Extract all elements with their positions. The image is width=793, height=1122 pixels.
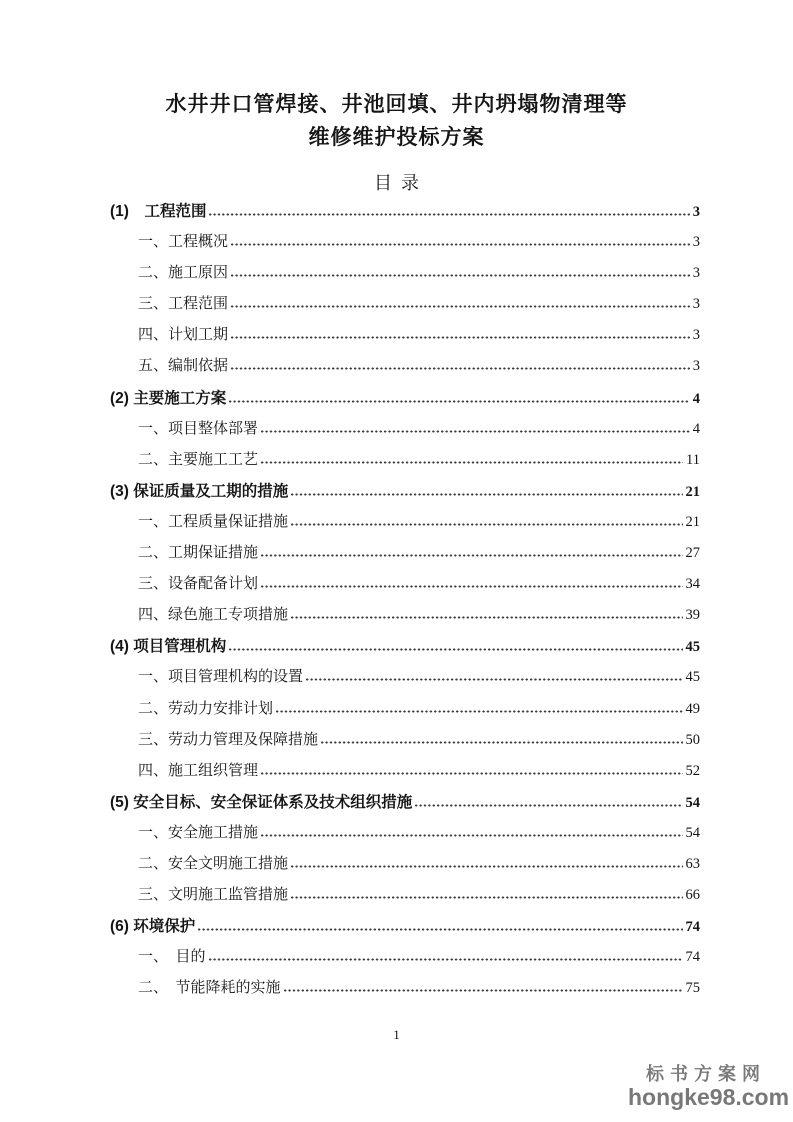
toc-dot-leader (231, 274, 690, 277)
toc-dot-leader (415, 804, 682, 807)
toc-entry-page: 21 (685, 483, 700, 500)
toc-entry-label: 四、计划工期 (138, 327, 229, 344)
toc-entry[interactable] (100, 725, 700, 756)
toc-entry-page: 52 (685, 762, 700, 779)
toc-entry-label: 四、绿色施工专项措施 (138, 607, 289, 624)
toc-dot-leader (231, 305, 690, 308)
toc-entry[interactable] (100, 289, 700, 320)
toc-entry-page: 75 (685, 980, 700, 997)
toc-entry-page: 3 (692, 358, 700, 375)
toc-entry-page: 21 (685, 513, 700, 530)
toc-entry[interactable] (100, 880, 700, 911)
toc-dot-leader (276, 710, 682, 713)
toc-dot-leader (291, 896, 682, 899)
toc-entry[interactable] (100, 414, 700, 445)
toc-heading: 目录 (374, 173, 428, 193)
toc-entry[interactable] (100, 507, 700, 538)
toc-entry-label: 三、设备配备计划 (138, 576, 259, 593)
toc-entry-label: 四、施工组织管理 (138, 762, 259, 779)
watermark-site-name: 标书方案网 (646, 1064, 766, 1084)
toc-entry-page: 54 (685, 824, 700, 841)
toc-entry-label: 三、文明施工监管措施 (138, 887, 289, 904)
toc-entry-label: 二、工期保证措施 (138, 545, 259, 562)
toc-entry-label: 三、劳动力管理及保障措施 (138, 731, 319, 748)
toc-entry[interactable] (100, 227, 700, 258)
toc-entry-page: 74 (685, 949, 700, 966)
toc-dot-leader (198, 928, 682, 931)
toc-dot-leader (291, 616, 682, 619)
document-title-line1: 水井井口管焊接、井池回填、井内坍塌物清理等 (165, 93, 628, 116)
toc-entry[interactable] (100, 631, 700, 662)
toc-entry-page: 45 (685, 669, 700, 686)
toc-entry-label: 一、项目整体部署 (138, 420, 259, 437)
toc-entry-label: 五、编制依据 (138, 358, 229, 375)
toc-entry-label: 二、安全文明施工措施 (138, 855, 289, 872)
toc-entry-label: (6) 环境保护 (110, 918, 196, 936)
toc-dot-leader (291, 493, 682, 496)
toc-dot-leader (321, 741, 682, 744)
toc-entry[interactable] (100, 973, 700, 1004)
toc-entry-page: 3 (692, 296, 700, 313)
toc-entry-label: 三、工程范围 (138, 296, 229, 313)
toc-entry[interactable] (100, 445, 700, 476)
toc-entry[interactable] (100, 351, 700, 382)
toc-entry[interactable] (100, 694, 700, 725)
toc-entry-page: 45 (685, 639, 700, 656)
toc-entry-page: 3 (692, 204, 700, 220)
document-title-line2: 维修维护投标方案 (308, 126, 485, 149)
toc-entry[interactable] (100, 258, 700, 289)
toc-entry-label: (3) 保证质量及工期的措施 (110, 482, 289, 500)
watermark (628, 1064, 790, 1110)
toc-entry-label: (2) 主要施工方案 (110, 389, 227, 407)
toc-dot-leader (261, 585, 682, 588)
toc-dot-leader (261, 772, 682, 775)
toc-dot-leader (261, 554, 682, 557)
toc-entry-page: 3 (692, 327, 700, 344)
toc-entry-label: 二、主要施工工艺 (138, 451, 259, 468)
toc-entry-label: (5) 安全目标、安全保证体系及技术组织措施 (110, 793, 413, 811)
toc-entry-label: 一、工程质量保证措施 (138, 513, 289, 530)
toc-dot-leader (231, 243, 690, 246)
toc-entry-label: 二、施工原因 (138, 265, 229, 282)
toc-entry[interactable] (100, 911, 700, 942)
toc-entry[interactable] (100, 942, 700, 973)
document-title (0, 88, 793, 154)
toc-dot-leader (291, 523, 682, 526)
toc-list (100, 196, 700, 1004)
toc-dot-leader (261, 461, 683, 464)
toc-entry-page: 66 (685, 887, 700, 904)
toc-entry-page: 39 (685, 607, 700, 624)
toc-entry-page: 3 (692, 265, 700, 282)
toc-entry[interactable] (100, 600, 700, 631)
toc-entry-page: 50 (685, 731, 700, 748)
toc-dot-leader (231, 367, 690, 370)
toc-entry[interactable] (100, 383, 700, 414)
toc-dot-leader (209, 958, 683, 961)
toc-entry[interactable] (100, 538, 700, 569)
toc-entry-page: 74 (685, 919, 700, 936)
toc-entry-page: 49 (685, 700, 700, 717)
toc-entry[interactable] (100, 476, 700, 507)
toc-dot-leader (229, 648, 682, 651)
toc-entry-page: 54 (685, 794, 700, 811)
toc-entry[interactable] (100, 849, 700, 880)
toc-entry-label: 二、劳动力安排计划 (138, 700, 274, 717)
toc-dot-leader (209, 213, 689, 216)
page-number: 1 (393, 1027, 400, 1042)
toc-entry[interactable] (100, 818, 700, 849)
toc-dot-leader (306, 678, 682, 681)
toc-entry[interactable] (100, 569, 700, 600)
watermark-site-url: hongke98.com (628, 1084, 790, 1110)
toc-entry-label: 二、 节能降耗的实施 (138, 980, 281, 997)
toc-dot-leader (284, 989, 683, 992)
toc-entry[interactable] (100, 787, 700, 818)
toc-entry-page: 3 (692, 234, 700, 251)
toc-dot-leader (261, 430, 690, 433)
toc-entry[interactable] (100, 320, 700, 351)
toc-entry-page: 63 (685, 855, 700, 872)
toc-entry[interactable] (100, 196, 700, 227)
toc-entry-page: 4 (692, 390, 700, 407)
toc-entry[interactable] (100, 756, 700, 787)
toc-entry-label: (4) 项目管理机构 (110, 638, 227, 656)
toc-entry-label: 一、工程概况 (138, 234, 229, 251)
toc-entry-label: 一、项目管理机构的设置 (138, 669, 304, 686)
toc-dot-leader (231, 336, 690, 339)
toc-entry[interactable] (100, 662, 700, 693)
toc-entry-label: 一、安全施工措施 (138, 824, 259, 841)
toc-entry-page: 27 (685, 545, 700, 562)
toc-dot-leader (229, 400, 689, 403)
toc-entry-page: 11 (686, 451, 700, 468)
toc-entry-label: 一、 目的 (138, 949, 206, 966)
toc-entry-page: 4 (692, 420, 700, 437)
toc-dot-leader (261, 834, 682, 837)
toc-entry-page: 34 (685, 576, 700, 593)
toc-entry-label: (1) 工程范围 (110, 203, 207, 220)
toc-dot-leader (291, 865, 682, 868)
